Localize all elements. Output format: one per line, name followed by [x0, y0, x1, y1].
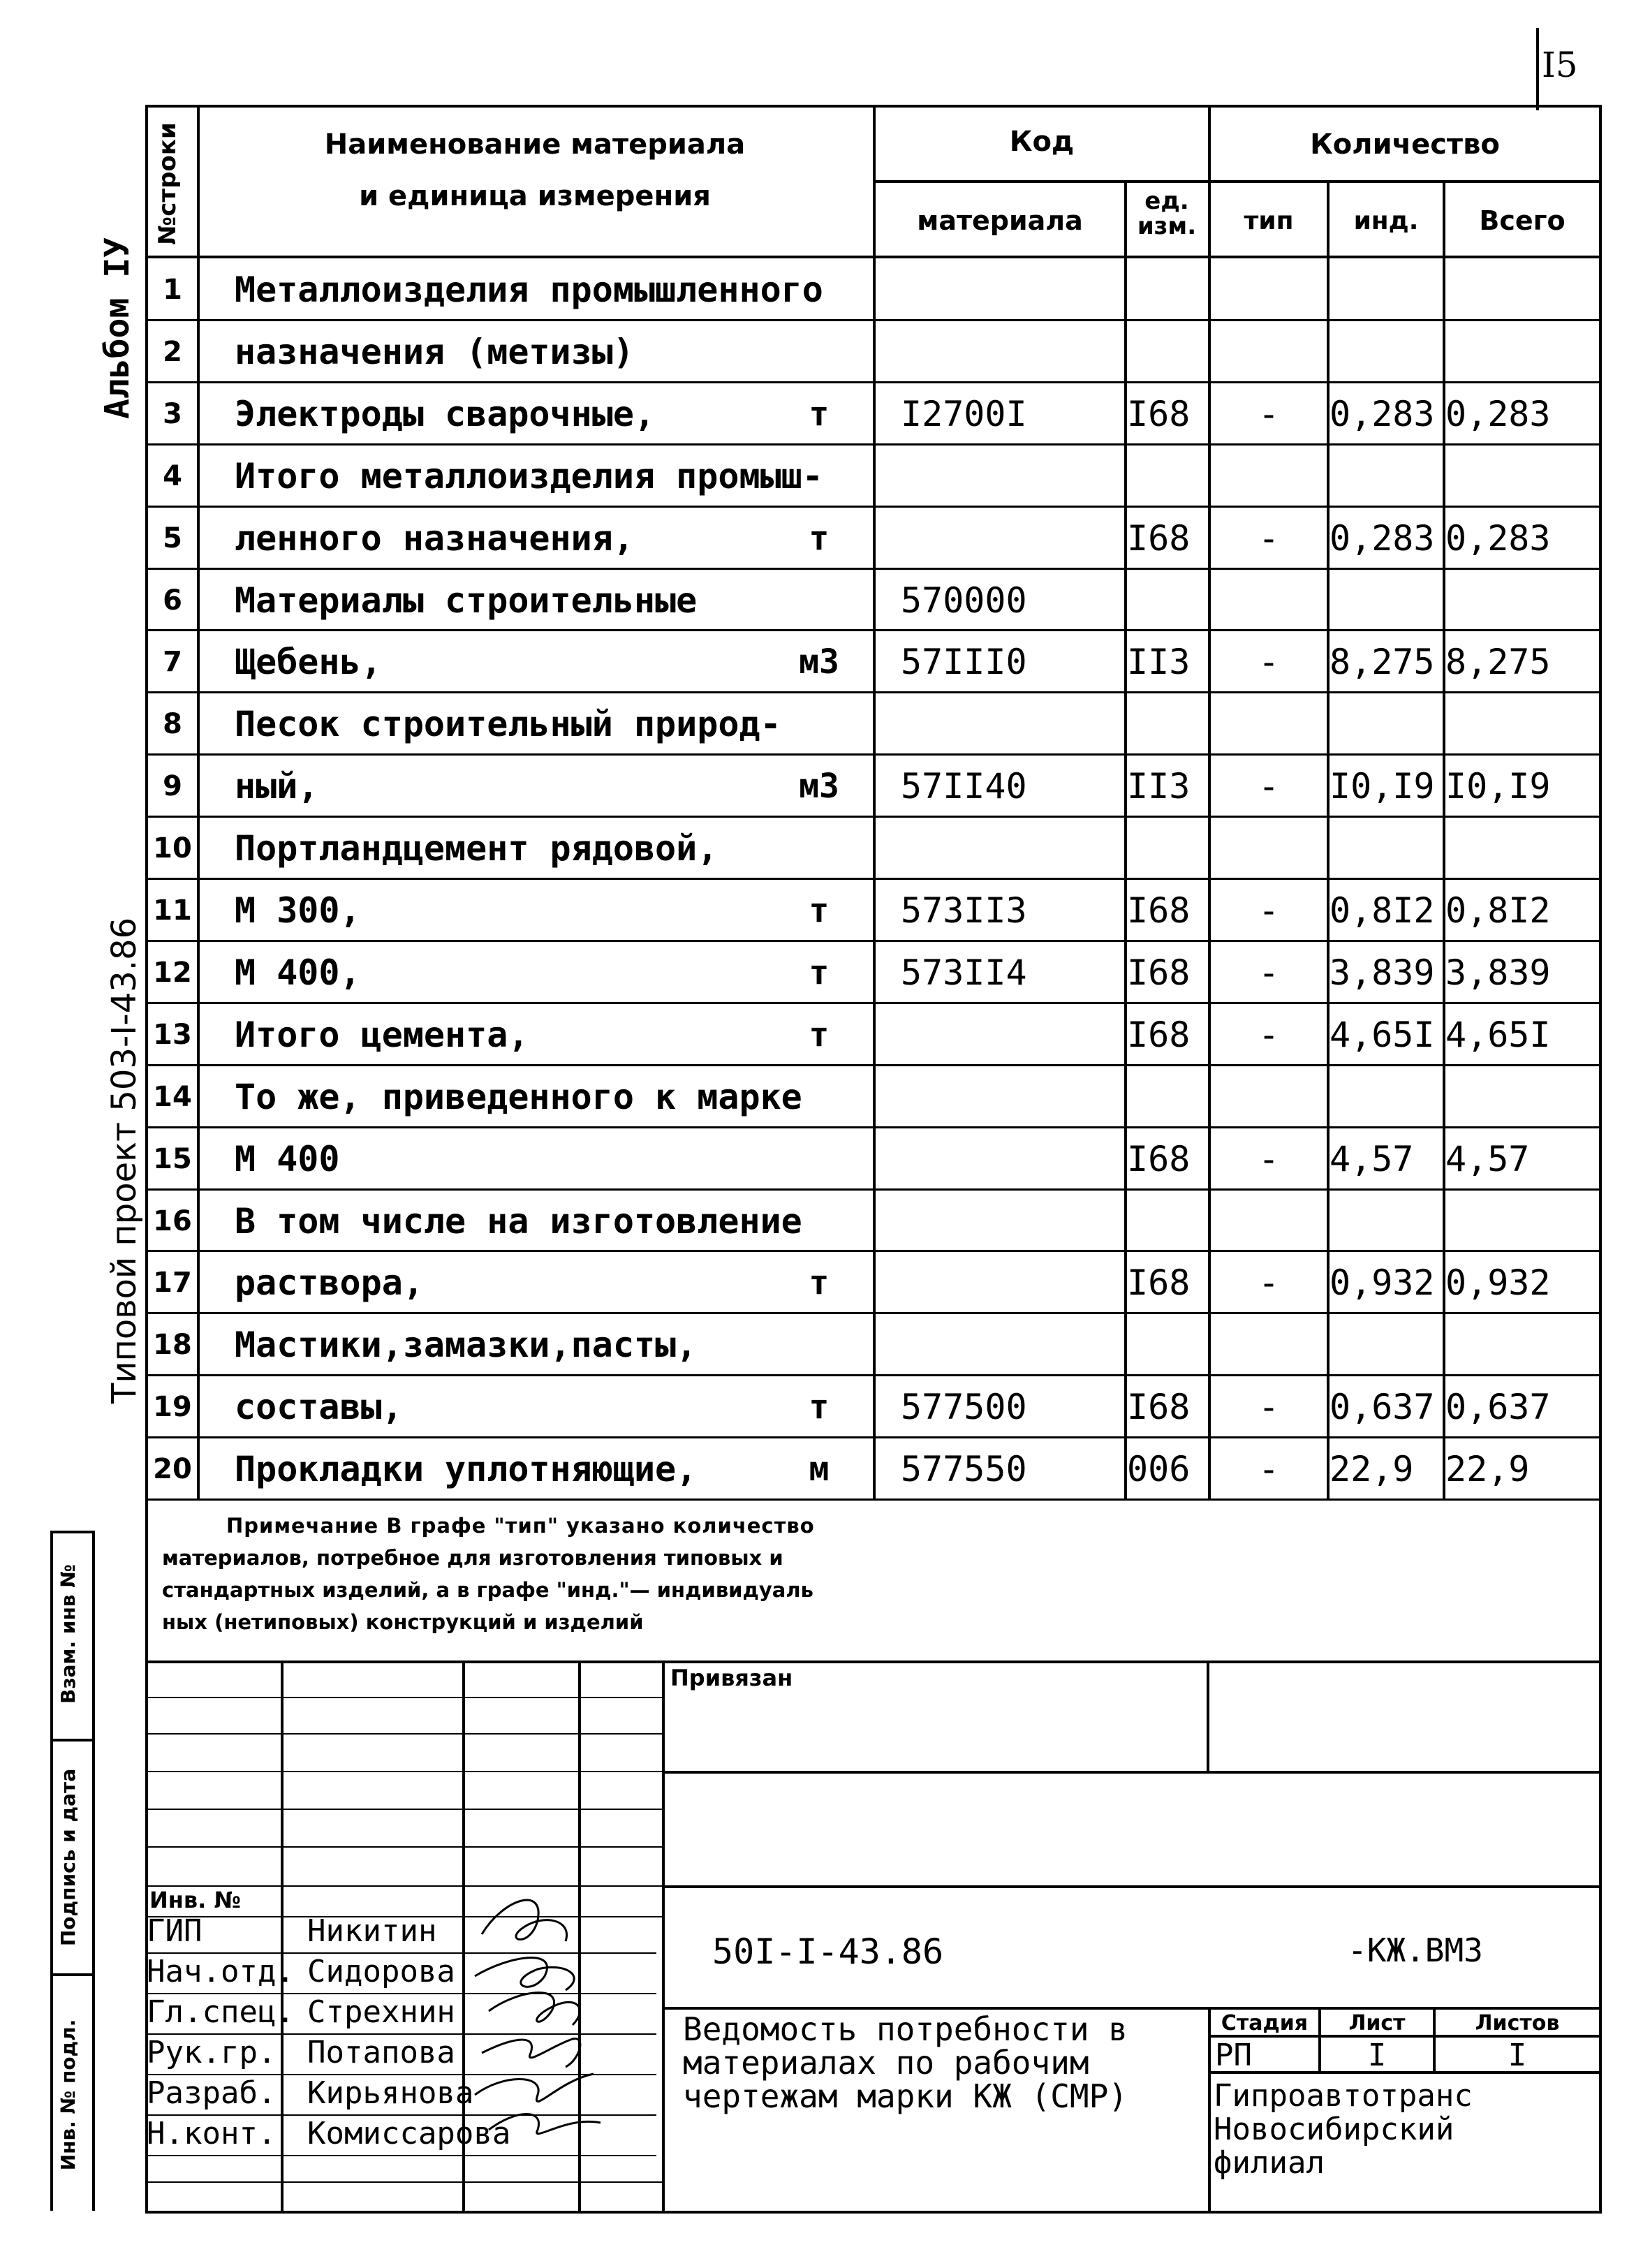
header-qty-ind: инд. — [1353, 207, 1419, 235]
tb-grid-h3 — [145, 1771, 663, 1772]
cell-n: 15 — [153, 1142, 192, 1175]
cell-total: 0,283 — [1445, 517, 1551, 559]
sheets-value: I — [1508, 2038, 1527, 2073]
tb-code-bottom — [662, 2007, 1602, 2010]
cell-ind — [1329, 1190, 1443, 1252]
binding-replace-inv: Взам. инв № — [57, 1564, 80, 1704]
cell-unit: м — [809, 1449, 830, 1489]
cell-unit — [768, 817, 870, 879]
cell-name: Портландцемент рядовой, — [235, 827, 719, 869]
cell-ind: 0,8I2 — [1329, 890, 1435, 931]
stage-value: РП — [1215, 2038, 1252, 2073]
cell-code — [901, 693, 1124, 755]
binding-strip-sep2 — [50, 1973, 95, 1976]
cell-total: 0,932 — [1445, 1262, 1551, 1303]
cell-code: 570000 — [901, 580, 1027, 621]
staff-name: Стрехнин — [307, 1994, 455, 2030]
cell-ind — [1329, 569, 1443, 631]
cell-unit — [768, 693, 870, 755]
cell-ind: I0,I9 — [1329, 765, 1435, 807]
page-number-divider — [1536, 28, 1539, 110]
header-code-unit: ед. изм. — [1137, 187, 1197, 240]
cell-total: 3,839 — [1445, 952, 1551, 993]
cell-name: Итого цемента, — [235, 1014, 529, 1055]
cell-total: 0,637 — [1445, 1386, 1551, 1427]
staff-role: Разраб. — [147, 2075, 277, 2111]
tb-code-top — [662, 1885, 1602, 1888]
binding-strip-right — [92, 1531, 95, 2211]
cell-type: - — [1258, 1138, 1280, 1179]
header-code-material: материала — [917, 205, 1083, 236]
staff-role: Нач.отд. — [147, 1954, 295, 1989]
cell-name: В том числе на изготовление — [235, 1200, 802, 1242]
cell-n: 19 — [153, 1390, 192, 1423]
cell-ucode: I68 — [1127, 393, 1191, 434]
cell-ucode: 006 — [1127, 1448, 1191, 1489]
cell-type: - — [1258, 1014, 1280, 1055]
cell-code — [901, 1190, 1124, 1252]
cell-n: 9 — [163, 770, 182, 802]
staff-name: Комиссарова — [307, 2116, 511, 2151]
cell-total: 8,275 — [1445, 641, 1551, 682]
signatures — [461, 1871, 628, 2151]
header-row-no: №строки — [154, 122, 182, 245]
cell-total — [1445, 445, 1599, 507]
cell-ind: 4,65I — [1329, 1014, 1435, 1055]
cell-unit: т — [809, 394, 830, 434]
cell-code — [901, 1313, 1124, 1376]
cell-unit: т — [809, 1015, 830, 1054]
cell-type — [1211, 817, 1327, 879]
cell-total — [1445, 258, 1599, 321]
cell-unit: т — [809, 890, 830, 930]
cell-ind — [1329, 258, 1443, 321]
cell-ind: 22,9 — [1329, 1448, 1414, 1489]
note — [162, 1510, 1489, 1638]
cell-name: Прокладки уплотняющие, — [235, 1448, 698, 1489]
header-name-line2: и единица измерения — [359, 180, 711, 212]
cell-ind — [1329, 1066, 1443, 1128]
cell-code: 577550 — [901, 1448, 1027, 1489]
cell-type — [1211, 1066, 1327, 1128]
cell-ind: 4,57 — [1329, 1138, 1414, 1179]
cell-total — [1445, 1313, 1599, 1376]
cell-ucode — [1127, 321, 1208, 383]
cell-total — [1445, 569, 1599, 631]
stage-label: Стадия — [1221, 2011, 1309, 2035]
cell-n: 11 — [153, 894, 192, 927]
cell-code — [901, 817, 1124, 879]
doc-mark: -КЖ.ВМ3 — [1348, 1931, 1483, 1969]
doc-title — [683, 2012, 1128, 2113]
cell-total — [1445, 693, 1599, 755]
cell-ind — [1329, 1313, 1443, 1376]
cell-ucode: II3 — [1127, 765, 1191, 807]
cell-n: 18 — [153, 1328, 192, 1361]
cell-name: Мастики,замазки,пасты, — [235, 1324, 698, 1365]
staff-name: Потапова — [307, 2035, 455, 2070]
cell-code — [901, 1066, 1124, 1128]
cell-name: М 400, — [235, 952, 361, 993]
note-line: стандартных изделий, а в графе "инд."— индивидуаль — [162, 1578, 813, 1602]
cell-type — [1211, 1190, 1327, 1252]
cell-type: - — [1258, 1386, 1280, 1427]
note-line: ных (нетиповых) конструкций и изделий — [162, 1610, 644, 1634]
cell-name: раствора, — [235, 1262, 424, 1303]
cell-ucode: I68 — [1127, 952, 1191, 993]
cell-n: 6 — [163, 584, 182, 617]
cell-type: - — [1258, 641, 1280, 682]
staff-role: Н.конт. — [147, 2116, 277, 2151]
cell-n: 13 — [153, 1018, 192, 1051]
cell-unit — [768, 445, 870, 507]
tb-privyazan-bottom — [662, 1771, 1602, 1774]
cell-name: Итого металлоизделия промыш- — [235, 455, 823, 496]
binding-signature-date: Подпись и дата — [57, 1768, 80, 1947]
cell-total: 4,65I — [1445, 1014, 1551, 1055]
cell-name: То же, приведенного к марке — [235, 1076, 802, 1117]
cell-ucode — [1127, 258, 1208, 321]
cell-ucode — [1127, 1190, 1208, 1252]
cell-total — [1445, 817, 1599, 879]
cell-ucode — [1127, 1066, 1208, 1128]
header-sub-divider — [873, 180, 1602, 183]
binding-strip-sep1 — [50, 1739, 95, 1742]
organization-line: Новосибирский — [1214, 2112, 1454, 2147]
staff-role: Рук.гр. — [147, 2035, 277, 2070]
cell-code: 577500 — [901, 1386, 1027, 1427]
cell-ind: 0,283 — [1329, 517, 1435, 559]
col-line-num — [197, 105, 200, 1500]
tb-privyazan-divider — [1207, 1660, 1209, 1774]
cell-type: - — [1258, 952, 1280, 993]
cell-name: Щебень, — [235, 641, 382, 682]
cell-ind — [1329, 321, 1443, 383]
sheet-label: Лист — [1348, 2011, 1406, 2035]
staff-name: Сидорова — [307, 1954, 455, 1989]
cell-code — [901, 1128, 1124, 1190]
doc-title-line: материалах по рабочим — [683, 2044, 1089, 2082]
cell-ucode: I68 — [1127, 890, 1191, 931]
cell-type: - — [1258, 765, 1280, 807]
cell-type: - — [1258, 517, 1280, 559]
staff-name: Никитин — [307, 1913, 437, 1949]
tb-grid-h1 — [145, 1697, 663, 1698]
cell-ucode: I68 — [1127, 517, 1191, 559]
header-quantity: Количество — [1310, 128, 1500, 161]
cell-n: 5 — [163, 522, 182, 554]
cell-unit: т — [809, 1387, 830, 1427]
cell-code: I2700I — [901, 393, 1027, 434]
privyazan-label: Привязан — [670, 1665, 793, 1691]
cell-unit: м3 — [799, 642, 839, 682]
cell-name: ленного назначения, — [235, 517, 634, 559]
project-label: Типовой проект 503-I-43.86 — [105, 917, 144, 1404]
cell-ind: 3,839 — [1329, 952, 1435, 993]
cell-ucode: I68 — [1127, 1262, 1191, 1303]
cell-name: Металлоизделия промышленного — [235, 269, 823, 310]
tb-stage-divider — [1208, 2007, 1211, 2212]
cell-ind: 8,275 — [1329, 641, 1435, 682]
organization-line: филиал — [1214, 2145, 1325, 2181]
cell-n: 7 — [163, 645, 182, 678]
cell-name: Электроды сварочные, — [235, 393, 656, 434]
cell-type — [1211, 258, 1327, 321]
cell-unit — [768, 1190, 870, 1252]
cell-total: 4,57 — [1445, 1138, 1530, 1179]
cell-unit — [768, 258, 870, 321]
frame-right — [1599, 105, 1602, 2214]
cell-type: - — [1258, 890, 1280, 931]
cell-unit: т — [809, 518, 830, 558]
cell-code: 57II40 — [901, 765, 1027, 807]
cell-code: 57III0 — [901, 641, 1027, 682]
page-number: I5 — [1542, 45, 1578, 85]
cell-unit: м3 — [799, 766, 839, 806]
cell-n: 17 — [153, 1266, 192, 1299]
cell-unit — [768, 1066, 870, 1128]
cell-unit: т — [809, 952, 830, 992]
cell-type — [1211, 445, 1327, 507]
cell-n: 14 — [153, 1080, 192, 1113]
header-name-line1: Наименование материала — [324, 128, 746, 161]
cell-unit — [768, 1128, 870, 1190]
cell-n: 2 — [163, 335, 182, 368]
cell-n: 3 — [163, 397, 182, 430]
staff-name: Кирьянова — [307, 2075, 474, 2111]
cell-code — [901, 507, 1124, 569]
tb-main-divider — [662, 1660, 665, 2212]
cell-code — [901, 445, 1124, 507]
album-label: Альбом IУ — [98, 237, 137, 420]
cell-n: 12 — [153, 956, 192, 989]
cell-type — [1211, 693, 1327, 755]
cell-ucode — [1127, 817, 1208, 879]
cell-code — [901, 258, 1124, 321]
cell-total: 22,9 — [1445, 1448, 1530, 1489]
header-qty-type: тип — [1244, 207, 1294, 235]
cell-name: назначения (метизы) — [235, 331, 634, 372]
cell-name: ный, — [235, 765, 319, 807]
cell-type: - — [1258, 1448, 1280, 1489]
cell-type: - — [1258, 393, 1280, 434]
cell-ind — [1329, 445, 1443, 507]
staff-role: ГИП — [147, 1913, 202, 1949]
cell-ind: 0,637 — [1329, 1386, 1435, 1427]
cell-code: 573II3 — [901, 890, 1027, 931]
cell-name: Материалы строительные — [235, 580, 698, 621]
cell-unit — [768, 569, 870, 631]
cell-ucode: I68 — [1127, 1386, 1191, 1427]
binding-original-inv: Инв. № подл. — [57, 2019, 80, 2171]
cell-n: 1 — [163, 273, 182, 306]
tb-top — [145, 1660, 1602, 1663]
note-line: Примечание В графе "тип" указано количество — [226, 1514, 815, 1538]
cell-total: 0,283 — [1445, 393, 1551, 434]
organization-line: Гипроавтотранс — [1214, 2078, 1473, 2114]
cell-ucode — [1127, 1313, 1208, 1376]
cell-name: М 300, — [235, 890, 361, 931]
cell-code — [901, 321, 1124, 383]
cell-ucode: II3 — [1127, 641, 1191, 682]
cell-code: 573II4 — [901, 952, 1027, 993]
cell-type — [1211, 1313, 1327, 1376]
sheet-value: I — [1367, 2038, 1387, 2073]
cell-n: 10 — [153, 832, 192, 864]
binding-strip-left — [50, 1531, 53, 2211]
cell-name: составы, — [235, 1386, 403, 1427]
cell-n: 4 — [163, 459, 182, 492]
cell-total — [1445, 1066, 1599, 1128]
cell-unit — [768, 1313, 870, 1376]
doc-code: 50I-I-43.86 — [712, 1931, 944, 1972]
organization — [1214, 2079, 1473, 2180]
tb-grid-h2 — [145, 1733, 663, 1735]
cell-ind: 0,283 — [1329, 393, 1435, 434]
inv-no-label: Инв. № — [149, 1887, 241, 1913]
doc-title-line: чертежам марки КЖ (СМР) — [683, 2077, 1128, 2115]
cell-total: I0,I9 — [1445, 765, 1551, 807]
header-code: Код — [1009, 126, 1075, 158]
staff-role: Гл.спец. — [147, 1994, 295, 2030]
cell-type — [1211, 569, 1327, 631]
note-line: материалов, потребное для изготовления типовых и — [162, 1546, 783, 1570]
cell-ucode — [1127, 445, 1208, 507]
cell-total: 0,8I2 — [1445, 890, 1551, 931]
sheets-label: Листов — [1475, 2011, 1560, 2035]
cell-name: М 400 — [235, 1138, 340, 1179]
cell-unit — [768, 321, 870, 383]
cell-ind — [1329, 817, 1443, 879]
cell-ucode: I68 — [1127, 1138, 1191, 1179]
frame-bottom — [145, 2211, 1602, 2214]
tb-grid-h8 — [145, 2181, 663, 2183]
doc-title-line: Ведомость потребности в — [683, 2010, 1128, 2048]
cell-ind — [1329, 693, 1443, 755]
cell-ucode — [1127, 693, 1208, 755]
cell-ucode: I68 — [1127, 1014, 1191, 1055]
cell-code — [901, 1251, 1124, 1313]
cell-name: Песок строительный природ- — [235, 703, 781, 744]
cell-unit: т — [809, 1262, 830, 1302]
tb-grid-h5 — [145, 1846, 663, 1848]
cell-type — [1211, 321, 1327, 383]
cell-ucode — [1127, 569, 1208, 631]
cell-n: 16 — [153, 1205, 192, 1237]
tb-grid-h4 — [145, 1809, 663, 1810]
cell-n: 8 — [163, 707, 182, 740]
cell-code — [901, 1003, 1124, 1066]
cell-type: - — [1258, 1262, 1280, 1303]
header-qty-total: Всего — [1479, 205, 1566, 236]
cell-total — [1445, 321, 1599, 383]
cell-ind: 0,932 — [1329, 1262, 1435, 1303]
col-line-code — [873, 105, 876, 1500]
cell-total — [1445, 1190, 1599, 1252]
cell-n: 20 — [153, 1452, 192, 1485]
